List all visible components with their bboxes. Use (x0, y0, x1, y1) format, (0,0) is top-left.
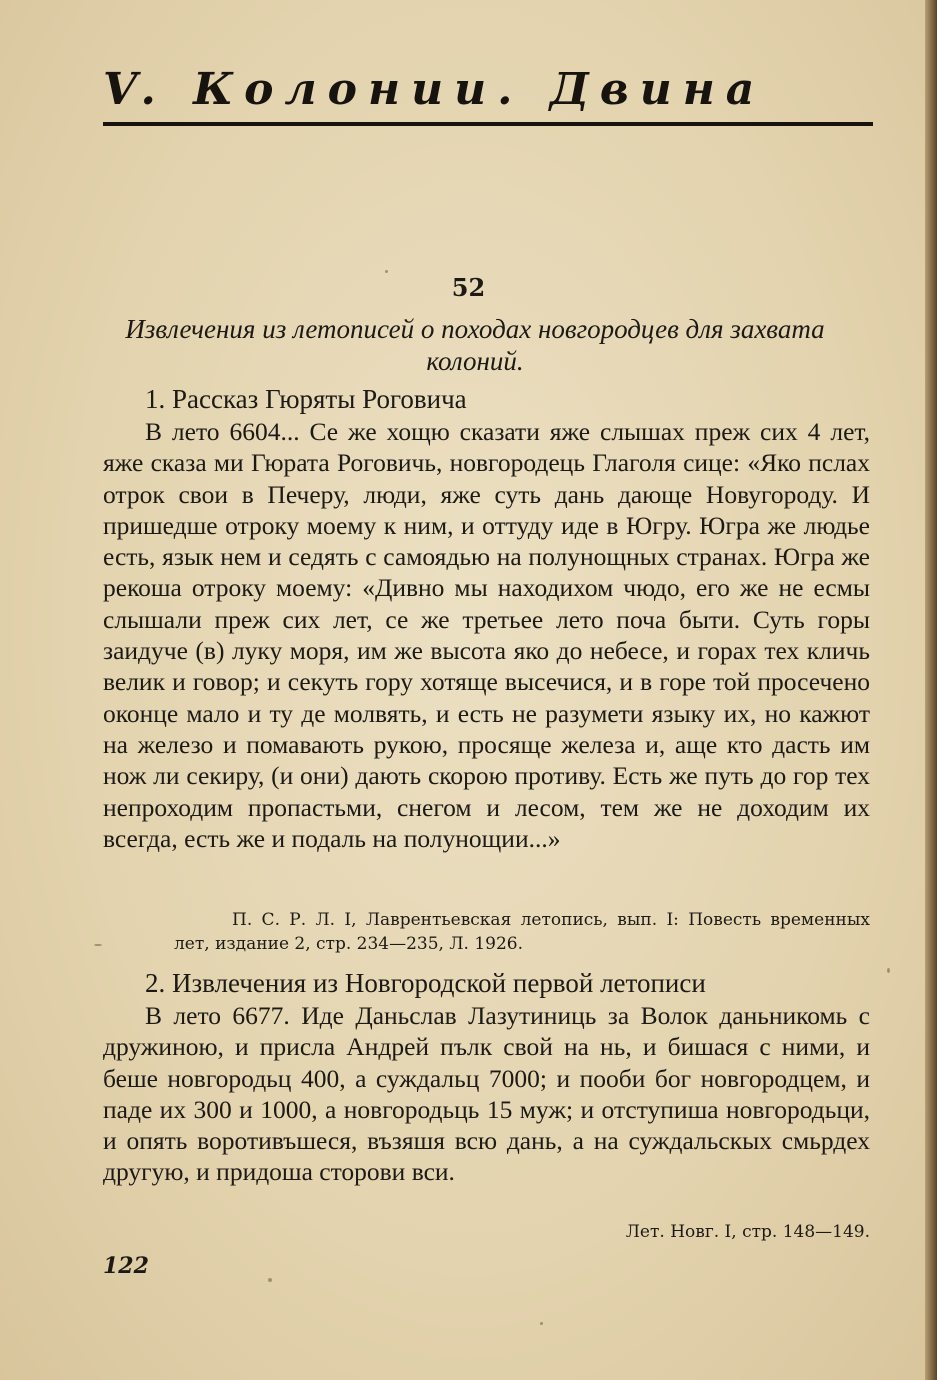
header-title: V. Колонии. Двина (103, 64, 766, 115)
section-2-text: В лето 6677. Иде Даньслав Лазутиниць за Волок даньникомь с дружиною, и присла Андрей пълк свой на нь, и бишася с ними, и беше новгородьц 400, а суждальц 7000; и пооби бог новгородцем, и паде их 300 и 1000, а новгородьць 15 муж; и отступиша новгородьци, и опять воротивъшеся, възяшя всю дань, а на суждальскых смьрдех другую, и придоша сторови вси. (103, 1001, 870, 1187)
paper-speck (887, 968, 890, 973)
paper-speck (268, 1278, 272, 1282)
page-number: 122 (103, 1253, 149, 1279)
book-spine-edge (925, 0, 937, 1380)
section-1-heading: 1. Рассказ Гюряты Роговича (145, 384, 467, 414)
section-2-heading: 2. Извлечения из Новгородской первой летописи (145, 968, 706, 998)
paper-speck (94, 944, 102, 946)
section-1-text: В лето 6604... Се же хощю сказати яже слышах преж сих 4 лет, яже сказа ми Гюрата Роговичь, новгородець Глаголя сице: «Яко пслах отрок свои в Печеру, люди, яже суть дань дающе Новугороду. И пришедше отроку моему к ним, и оттуду иде в Югру. Югра же людье есть, язык нем и седять с самоядью на полунощных странах. Югра же рекоша отроку моему: «Дивно мы находихом чюдо, его же не есмы слышали преж сих лет, се же третьее лето поча быти. Суть горы заидуче (в) луку моря, им же высота яко до небесе, и горах тех кличь велик и говор; и секуть гору хотяще высечися, и в горе той просечено оконце мало и ту де молвять, и есть не разумети языку их, но кажют на железо и помавають рукою, просяще железа и, аще кто дасть им нож ли секиру, (и они) дають скорою противу. Есть же путь до гор тех непроходим пропастьми, снегом и лесом, тем же не доходим их всегда, есть же и подаль на полунощии...» (103, 417, 870, 853)
section-2-source: Лет. Новг. I, стр. 148—149. (625, 1222, 870, 1242)
section-1-source: П. С. Р. Л. I, Лаврентьевская летопись, вып. I: Повесть временных лет, издание 2, стр. 234—235, Л. 1926. (174, 910, 870, 954)
header-rule (103, 122, 873, 126)
document-number: 52 (451, 273, 486, 302)
paper-speck (540, 1322, 543, 1325)
document-title: Извлечения из летописей о походах новгородцев для захвата колоний. (125, 314, 825, 376)
running-header (103, 60, 873, 126)
paper-speck (385, 270, 388, 273)
